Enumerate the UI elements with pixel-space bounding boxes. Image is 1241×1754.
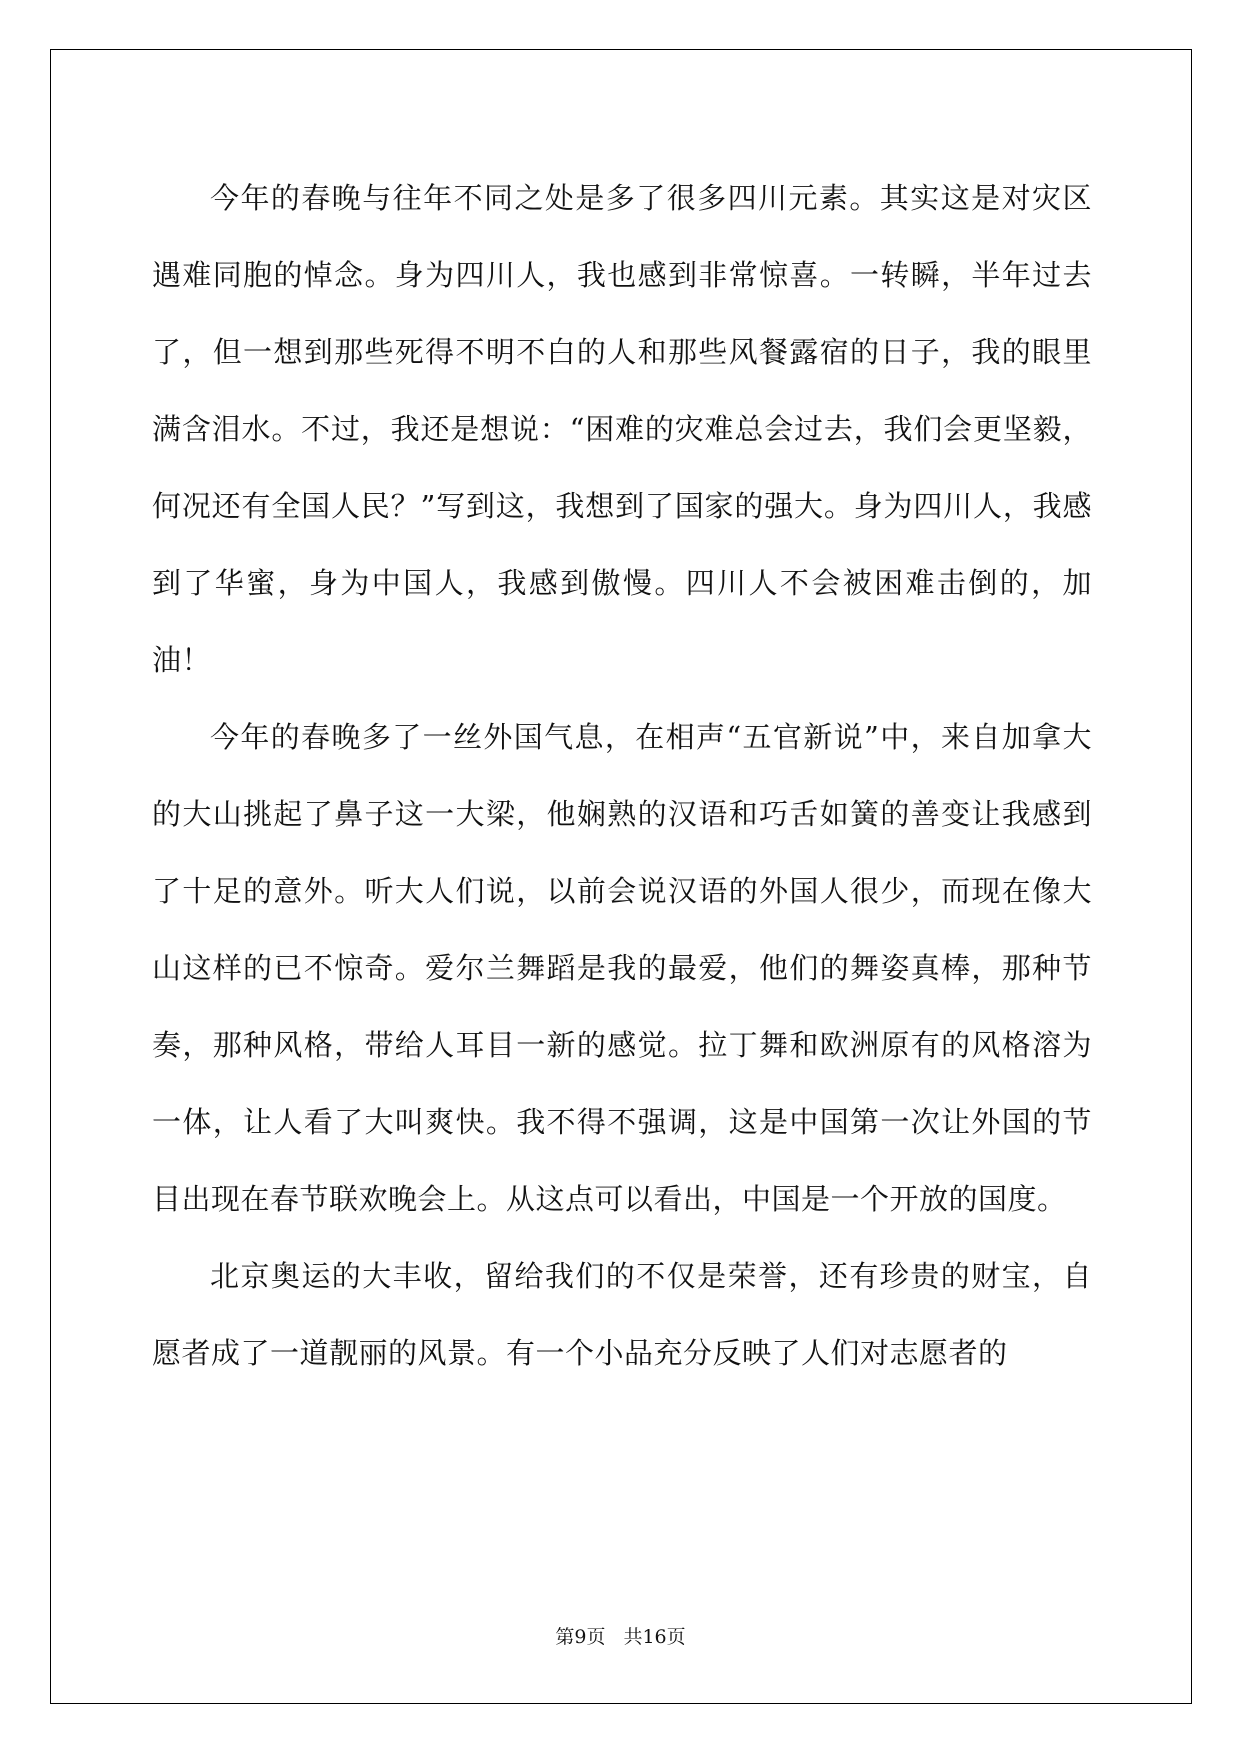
paragraph: 今年的春晚与往年不同之处是多了很多四川元素。其实这是对灾区遇难同胞的悼念。身为四川人，我也感到非常惊喜。一转瞬，半年过去了，但一想到那些死得不明不白的人和那些风餐露宿的日子，我的眼里满含泪水。不过，我还是想说：“困难的灾难总会过去，我们会更坚毅，何况还有全国人民？”写到这，我想到了国家的强大。身为四川人，我感到了华蜜，身为中国人，我感到傲慢。四川人不会被困难击倒的，加油！ [152, 181, 1092, 677]
paragraph: 今年的春晚多了一丝外国气息，在相声“五官新说”中，来自加拿大的大山挑起了鼻子这一大梁，他娴熟的汉语和巧舌如簧的善变让我感到了十足的意外。听大人们说，以前会说汉语的外国人很少，而现在像大山这样的已不惊奇。爱尔兰舞蹈是我的最爱，他们的舞姿真棒，那种节奏，那种风格，带给人耳目一新的感觉。拉丁舞和欧洲原有的风格溶为一体，让人看了大叫爽快。我不得不强调，这是中国第一次让外国的节目出现在春节联欢晚会上。从这点可以看出，中国是一个开放的国度。 [152, 720, 1092, 1216]
page-number: 第9页 [555, 1626, 606, 1648]
page-total: 共16页 [623, 1626, 686, 1648]
page-footer [0, 1622, 1241, 1649]
paragraph: 北京奥运的大丰收，留给我们的不仅是荣誉，还有珍贵的财宝，自愿者成了一道靓丽的风景。有一个小品充分反映了人们对志愿者的 [152, 1259, 1092, 1370]
document-body [152, 160, 1092, 1392]
